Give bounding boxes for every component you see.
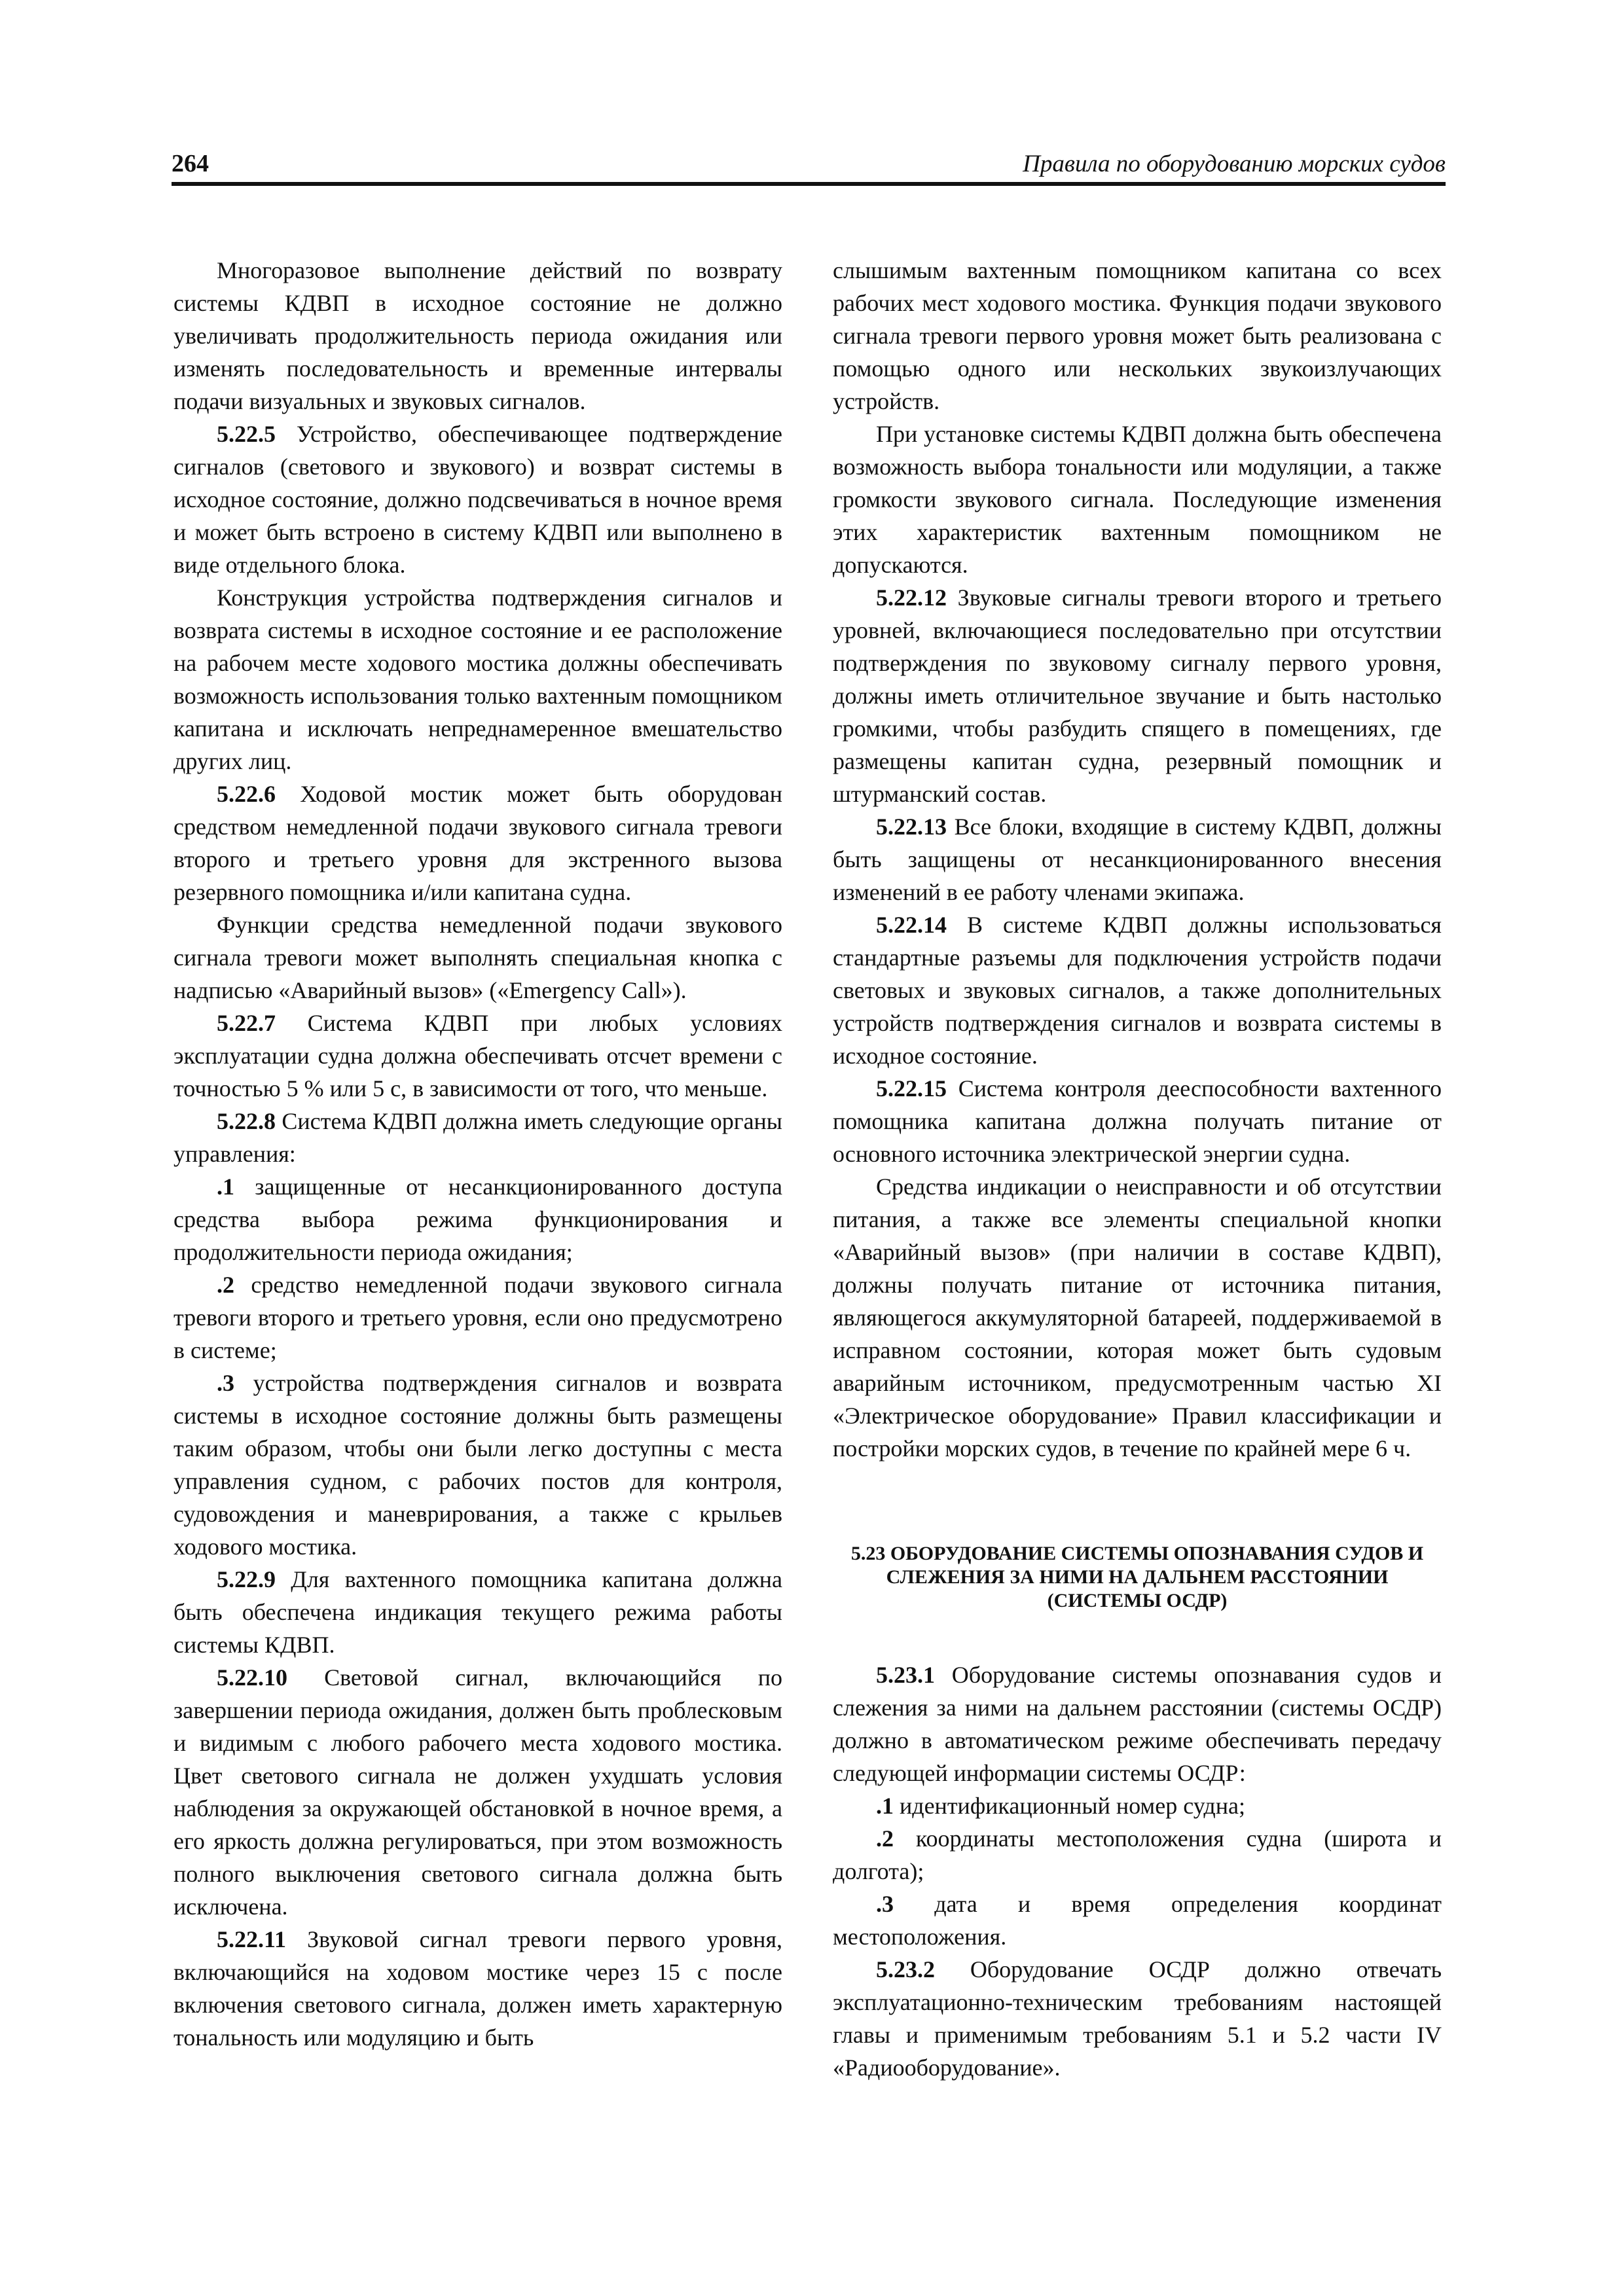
paragraph-text: Многоразовое выполнение действий по возврату системы КДВП в исходное состояние не должно увеличивать продолжительность периода ожидания или изменять последовательность и временные интервалы подачи визуальных и звуковых сигналов. <box>173 257 782 414</box>
clause-number: 5.23.1 <box>876 1662 935 1688</box>
paragraph <box>833 1659 1442 1789</box>
paragraph-text: Средства индикации о неисправности и об отсутствии питания, а также все элементы специальной кнопки «Аварийный вызов» (при наличии в составе КДВП), должны получать питание от источника питания, являющегося аккумуляторной батареей, поддерживаемой в исправном состоянии, которая может быть судовым аварийным источником, предусмотренным частью XI «Электрическое оборудование» Правил классификации и постройки морских судов, в течение по крайней мере 6 ч. <box>833 1174 1442 1462</box>
paragraph <box>173 1105 782 1170</box>
paragraph-text: защищенные от несанкционированного доступа средства выбора режима функционирования и продолжительности периода ожидания; <box>173 1174 782 1265</box>
paragraph <box>173 1367 782 1563</box>
paragraph <box>833 418 1442 581</box>
paragraph <box>833 254 1442 418</box>
page-header <box>172 144 1446 186</box>
clause-number: 5.22.11 <box>217 1926 287 1952</box>
clause-number: 5.22.5 <box>217 421 276 447</box>
paragraph <box>833 1953 1442 2084</box>
clause-number: 5.23.2 <box>876 1956 935 1982</box>
paragraph <box>833 1072 1442 1170</box>
clause-number: 5.22.9 <box>217 1566 276 1592</box>
paragraph-text: Оборудование ОСДР должно отвечать эксплуатационно-техническим требованиям настоящей главы и применимым требованиям 5.1 и 5.2 части IV «Радиооборудование». <box>833 1956 1442 2081</box>
clause-number: 5.22.10 <box>217 1664 287 1691</box>
clause-number: 5.22.12 <box>876 584 947 611</box>
left-column <box>173 254 782 2054</box>
paragraph <box>173 418 782 581</box>
paragraph-text: Оборудование системы опознавания судов и слежения за ними на дальнем расстоянии (системы ОСДР) должно в автоматическом режиме обеспечивать передачу следующей информации системы ОСДР: <box>833 1662 1442 1786</box>
clause-number: .1 <box>217 1174 234 1200</box>
paragraph-text: Все блоки, входящие в систему КДВП, должны быть защищены от несанкционированного внесения изменений в ее работу членами экипажа. <box>833 814 1442 905</box>
section-heading: 5.23 ОБОРУДОВАНИЕ СИСТЕМЫ ОПОЗНАВАНИЯ СУДОВ И СЛЕЖЕНИЯ ЗА НИМИ НА ДАЛЬНЕМ РАССТОЯНИИ (СИСТЕМЫ ОСДР) <box>850 1543 1424 1611</box>
paragraph-text: Система контроля дееспособности вахтенного помощника капитана должна получать питание от основного источника электрической энергии судна. <box>833 1075 1442 1167</box>
paragraph-text: координаты местоположения судна (широта и долгота); <box>833 1825 1442 1884</box>
page-number: 264 <box>172 150 209 177</box>
right-column-top <box>833 254 1442 1465</box>
clause-number: .3 <box>876 1891 894 1917</box>
paragraph-text: Ходовой мостик может быть оборудован средством немедленной подачи звукового сигнала тревоги второго и третьего уровня для экстренного вызова резервного помощника и/или капитана судна. <box>173 781 782 905</box>
paragraph <box>173 1007 782 1105</box>
paragraph <box>173 908 782 1007</box>
paragraph-text: При установке системы КДВП должна быть обеспечена возможность выбора тональности или модуляции, а также громкости звукового сигнала. Последующие изменения этих характеристик вахтенным помощником не допускаются. <box>833 421 1442 578</box>
clause-number: 5.22.8 <box>217 1108 276 1134</box>
paragraph-text: идентификационный номер судна; <box>894 1793 1245 1819</box>
paragraph-text: Система КДВП должна иметь следующие органы управления: <box>173 1108 782 1167</box>
clause-number: .1 <box>876 1793 894 1819</box>
paragraph-text: средство немедленной подачи звукового сигнала тревоги второго и третьего уровня, если оно предусмотрено в системе; <box>173 1272 782 1363</box>
paragraph-text: устройства подтверждения сигналов и возврата системы в исходное состояние должны быть размещены таким образом, чтобы они были легко доступны с места управления судном, с рабочих постов для контроля, судовождения и маневрирования, а также с крыльев ходового мостика. <box>173 1370 782 1560</box>
paragraph <box>173 1170 782 1268</box>
right-column <box>833 254 1442 2084</box>
clause-number: 5.22.14 <box>876 912 947 938</box>
right-column-bottom <box>833 1659 1442 2084</box>
paragraph <box>833 581 1442 810</box>
paragraph <box>173 1268 782 1367</box>
paragraph-text: В системе КДВП должны использоваться стандартные разъемы для подключения устройств подачи световых и звуковых сигналов, а также дополнительных устройств подтверждения сигналов и возврата системы в исходное состояние. <box>833 912 1442 1069</box>
paragraph <box>833 1789 1442 1822</box>
paragraph-text: Устройство, обеспечивающее подтверждение сигналов (светового и звукового) и возврат системы в исходное состояние, должно подсвечиваться в ночное время и может быть встроено в систему КДВП или выполнено в виде отдельного блока. <box>173 421 782 578</box>
paragraph <box>833 1888 1442 1953</box>
paragraph-text: Звуковой сигнал тревоги первого уровня, включающийся на ходовом мостике через 15 с после включения светового сигнала, должен иметь характерную тональность или модуляцию и быть <box>173 1926 782 2051</box>
clause-number: 5.22.7 <box>217 1010 276 1036</box>
paragraph-text: дата и время определения координат местоположения. <box>833 1891 1442 1950</box>
paragraph-text: Для вахтенного помощника капитана должна быть обеспечена индикация текущего режима работы системы КДВП. <box>173 1566 782 1658</box>
paragraph <box>173 254 782 418</box>
clause-number: .2 <box>217 1272 234 1298</box>
paragraph-text: слышимым вахтенным помощником капитана со всех рабочих мест ходового мостика. Функция подачи звукового сигнала тревоги первого уровня может быть реализована с помощью одного или нескольких звукоизлучающих устройств. <box>833 257 1442 414</box>
paragraph <box>173 581 782 778</box>
paragraph <box>173 1661 782 1923</box>
paragraph <box>833 810 1442 908</box>
paragraph <box>173 1923 782 2054</box>
clause-number: .2 <box>876 1825 894 1852</box>
paragraph-text: Световой сигнал, включающийся по завершении периода ожидания, должен быть проблесковым и видимым с любого рабочего места ходового мостика. Цвет светового сигнала не должен ухудшать условия наблюдения за окружающей обстановкой в ночное время, а его яркость должна регулироваться, при этом возможность полного выключения светового сигнала должна быть исключена. <box>173 1664 782 1920</box>
paragraph-text: Система КДВП при любых условиях эксплуатации судна должна обеспечивать отсчет времени с точностью 5 % или 5 с, в зависимости от того, что меньше. <box>173 1010 782 1102</box>
paragraph-text: Звуковые сигналы тревоги второго и третьего уровней, включающиеся последовательно при отсутствии подтверждения по звуковому сигналу первого уровня, должны иметь отличительное звучание и быть настолько громкими, чтобы разбудить спящего в помещениях, где размещены капитан судна, резервный помощник и штурманский состав. <box>833 584 1442 807</box>
clause-number: .3 <box>217 1370 234 1396</box>
running-title: Правила по оборудованию морских судов <box>1023 151 1446 177</box>
paragraph <box>833 1822 1442 1888</box>
paragraph <box>173 1563 782 1661</box>
clause-number: 5.22.13 <box>876 814 947 840</box>
paragraph-text: Функции средства немедленной подачи звукового сигнала тревоги может выполнять специальная кнопка с надписью «Аварийный вызов» («Emergency Call»). <box>173 912 782 1003</box>
paragraph <box>833 1170 1442 1465</box>
paragraph-text: Конструкция устройства подтверждения сигналов и возврата системы в исходное состояние и ее расположение на рабочем месте ходового мостика должны обеспечивать возможность использования только вахтенным помощником капитана и исключать непреднамеренное вмешательство других лиц. <box>173 584 782 774</box>
clause-number: 5.22.6 <box>217 781 276 807</box>
paragraph <box>833 908 1442 1072</box>
paragraph <box>173 778 782 908</box>
clause-number: 5.22.15 <box>876 1075 947 1102</box>
